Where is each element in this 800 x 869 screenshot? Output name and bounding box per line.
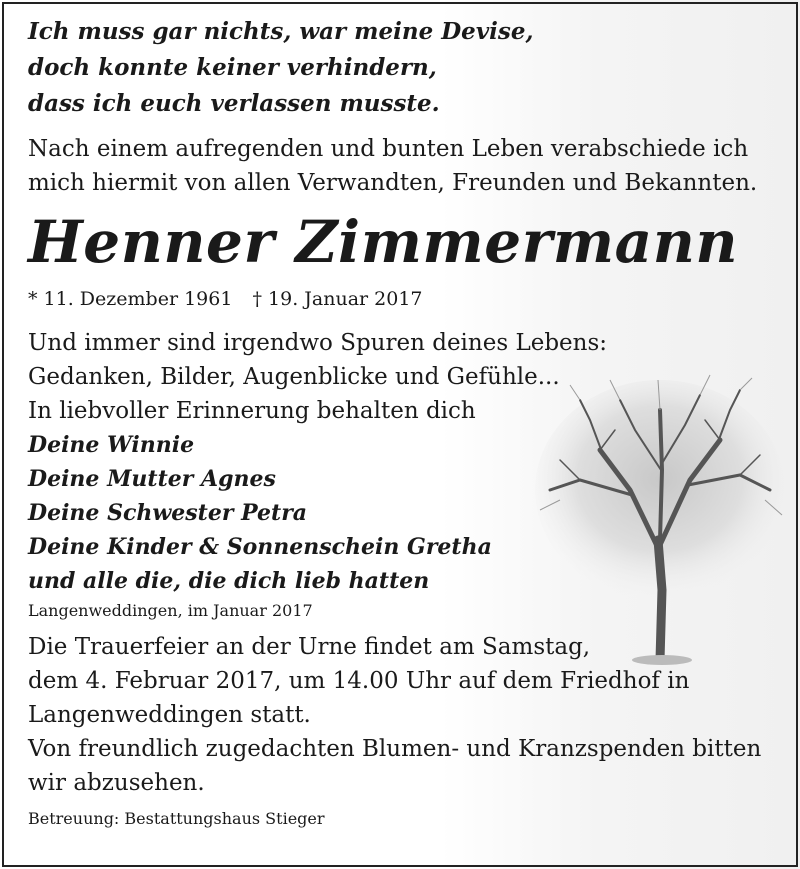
ceremony-line: Die Trauerfeier an der Urne findet am Samstag, <box>28 634 591 660</box>
birth-date: * 11. Dezember 1961 <box>28 288 233 310</box>
memory-text <box>28 326 768 428</box>
mourner: Deine Kinder & Sonnenschein Gretha <box>28 534 492 560</box>
mourner: Deine Winnie <box>28 432 195 458</box>
funeral-home-credit: Betreuung: Bestattungshaus Stieger <box>28 809 325 828</box>
notice-content <box>28 14 768 832</box>
ceremony-line: dem 4. Februar 2017, um 14.00 Uhr auf dem Friedhof in <box>28 668 690 694</box>
intro-line: mich hiermit von allen Verwandten, Freunden und Bekannten. <box>28 170 758 196</box>
memory-line: Und immer sind irgendwo Spuren deines Lebens: <box>28 330 608 356</box>
intro-text <box>28 132 768 200</box>
deceased-name: Henner Zimmermann <box>28 208 739 276</box>
mourner: und alle die, die dich lieb hatten <box>28 568 430 594</box>
ceremony-line: wir abzusehen. <box>28 770 205 796</box>
opening-quote <box>28 14 768 122</box>
ceremony-line: Von freundlich zugedachten Blumen- und Kranzspenden bitten <box>28 736 762 762</box>
death-date: † 19. Januar 2017 <box>252 288 423 310</box>
memory-line: Gedanken, Bilder, Augenblicke und Gefühle... <box>28 364 560 390</box>
ceremony-line: Langenweddingen statt. <box>28 702 311 728</box>
quote-line: doch konnte keiner verhindern, <box>28 54 437 81</box>
memory-line: In liebvoller Erinnerung behalten dich <box>28 398 476 424</box>
place-and-date: Langenweddingen, im Januar 2017 <box>28 601 313 620</box>
quote-line: Ich muss gar nichts, war meine Devise, <box>28 18 534 45</box>
ceremony-text <box>28 630 768 800</box>
quote-line: dass ich euch verlassen musste. <box>28 90 440 117</box>
life-dates <box>28 284 768 314</box>
mourner: Deine Mutter Agnes <box>28 466 276 492</box>
mourners-list <box>28 428 768 598</box>
intro-line: Nach einem aufregenden und bunten Leben verabschiede ich <box>28 136 749 162</box>
mourner: Deine Schwester Petra <box>28 500 308 526</box>
